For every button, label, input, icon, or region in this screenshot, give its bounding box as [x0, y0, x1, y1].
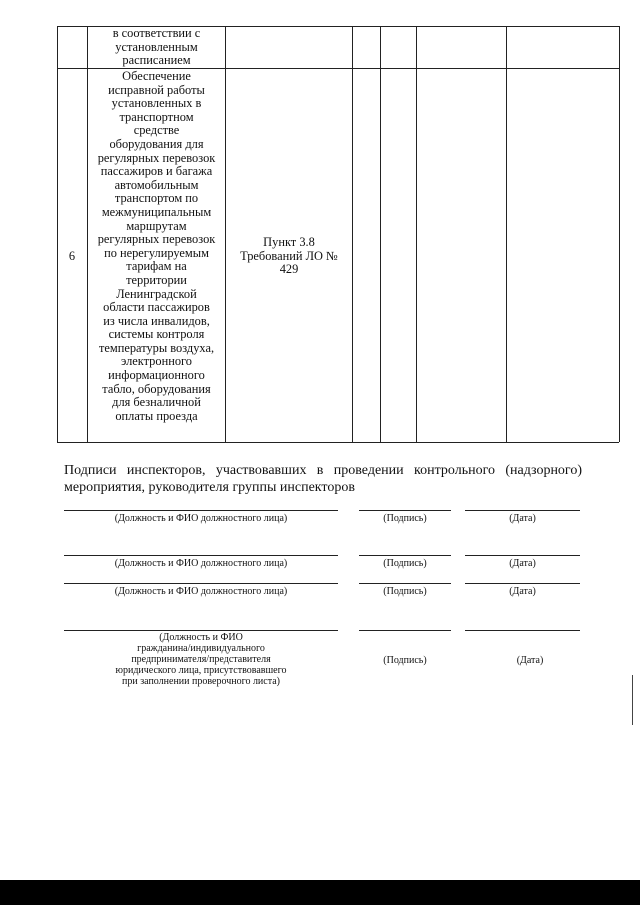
date-caption: (Дата): [509, 558, 536, 569]
table-col-line: [57, 26, 58, 442]
date-line: [465, 555, 580, 556]
table-cell-requirement: Обеспечение исправной работы установленных в транспортном средстве оборудования для регулярных перевозок пассажиров и багажа автомобильным транспортом по межмуниципальным маршрутам регулярных перевозок по нерегулируемым тарифам на территории Ленинградской области пассажиров из числа инвалидов, системы контроля температуры воздуха, электронного информационного табло, оборудования для безналичной оплаты проезда: [97, 69, 216, 423]
signature-caption: (Подпись): [383, 558, 427, 569]
table-cell-requirement-continued: в соответствии с установленным расписанием: [112, 26, 201, 68]
signature-caption: (Подпись): [383, 513, 427, 524]
signature-caption: (Подпись): [383, 586, 427, 597]
table-border-bottom: [57, 442, 619, 443]
table-cell-row-number: 6: [68, 249, 76, 263]
table-col-line: [619, 26, 620, 442]
signatures-heading: Подписи инспекторов, участвовавших в проведении контрольного (надзорного) мероприятия, руководителя группы инспекторов: [64, 463, 582, 495]
representative-signature-caption: (Подпись): [383, 655, 427, 666]
position-caption: (Должность и ФИО должностного лица): [114, 558, 288, 569]
representative-date-caption: (Дата): [516, 655, 544, 666]
signature-line: [359, 555, 451, 556]
table-cell-reference: Пункт 3.8 Требований ЛО № 429: [240, 235, 338, 277]
position-line: [64, 583, 338, 584]
table-col-line: [506, 26, 507, 442]
position-caption: (Должность и ФИО должностного лица): [114, 586, 288, 597]
scan-edge-mark: [632, 675, 633, 725]
signature-line: [359, 583, 451, 584]
signature-line: [359, 630, 451, 631]
date-line: [465, 630, 580, 631]
table-col-line: [416, 26, 417, 442]
representative-caption: (Должность и ФИО гражданина/индивидуального предпринимателя/представителя юридического лица, присутствовавшего при заполнении проверочного листа): [115, 632, 287, 687]
table-col-line: [352, 26, 353, 442]
signature-line: [359, 510, 451, 511]
table-col-line: [225, 26, 226, 442]
date-line: [465, 510, 580, 511]
position-caption: (Должность и ФИО должностного лица): [114, 513, 288, 524]
date-caption: (Дата): [509, 513, 536, 524]
table-col-line: [380, 26, 381, 442]
date-caption: (Дата): [509, 586, 536, 597]
date-line: [465, 583, 580, 584]
position-line: [64, 555, 338, 556]
scan-bottom-bar: [0, 880, 640, 905]
position-line: [64, 510, 338, 511]
position-line: [64, 630, 338, 631]
